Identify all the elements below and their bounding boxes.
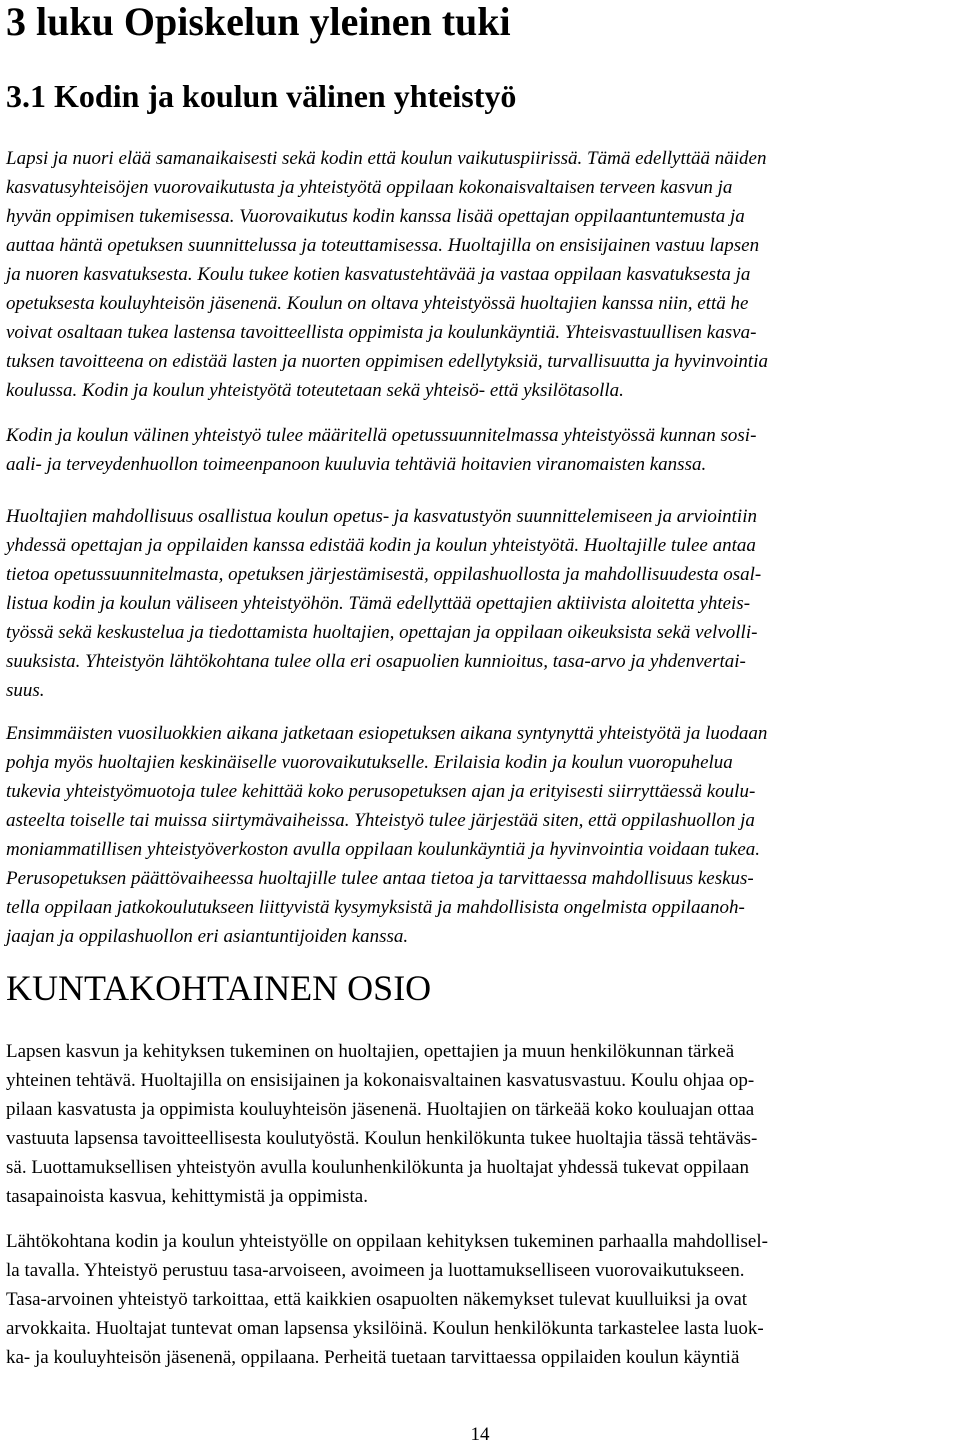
text-line: Lapsen kasvun ja kehityksen tukeminen on huoltajien, opettajien ja muun henkilökunnan tärkeä	[6, 1041, 735, 1062]
text-line: arvokkaita. Huoltajat tuntevat oman lapsensa yksilöinä. Koulun henkilökunta tarkastelee lasta luok-	[6, 1318, 764, 1339]
text-line: Huoltajien mahdollisuus osallistua koulun opetus- ja kasvatustyön suunnittelemiseen ja arviointiin	[6, 506, 757, 527]
text-line: hyvän oppimisen tukemisessa. Vuorovaikutus kodin kanssa lisää opettajan oppilaantuntemusta ja	[6, 206, 745, 227]
text-line: tasapainoista kasvua, kehittymistä ja oppimista.	[6, 1186, 368, 1207]
text-line: tukevia yhteistyömuotoja tulee kehittää koko perusopetuksen ajan ja erityisesti siirryttäessä koulu-	[6, 781, 756, 802]
chapter-title: 3 luku Opiskelun yleinen tuki	[6, 0, 511, 44]
text-line: jaajan ja oppilashuollon eri asiantuntijoiden kanssa.	[6, 926, 409, 947]
text-line: Ensimmäisten vuosiluokkien aikana jatketaan esiopetuksen aikana syntynyttä yhteistyötä ja luodaan	[6, 723, 768, 744]
text-line: yhteinen tehtävä. Huoltajilla on ensisijainen ja kokonaisvaltainen kasvatusvastuu. Koulu ohjaa op-	[6, 1070, 755, 1091]
page-number: 14	[470, 1424, 490, 1445]
text-line: asteelta toiselle tai muissa siirtymävaiheissa. Yhteistyö tulee järjestää siten, että oppilashuollon ja	[6, 810, 755, 831]
text-line: aali- ja terveydenhuollon toimeenpanoon kuuluvia tehtäviä hoitavien viranomaisten kanssa.	[6, 454, 707, 475]
paragraph	[6, 1227, 946, 1372]
text-line: vastuuta lapsensa tavoitteellisesta koulutyöstä. Koulun henkilökunta tukee huoltajia tässä tehtäväs-	[6, 1128, 758, 1149]
text-line: Lapsi ja nuori elää samanaikaisesti sekä kodin että koulun vaikutuspiirissä. Tämä edellyttää näiden	[6, 148, 767, 169]
text-line: koulussa. Kodin ja koulun yhteistyötä toteutetaan sekä yhteisö- että yksilötasolla.	[6, 380, 624, 401]
text-line: auttaa häntä opetuksen suunnittelussa ja toteuttamisessa. Huoltajilla on ensisijainen vastuu lapsen	[6, 235, 760, 256]
text-line: pohja myös huoltajien keskinäiselle vuorovaikutukselle. Erilaisia kodin ja koulun vuoropuhelua	[6, 752, 733, 773]
text-line: yhdessä opettajan ja oppilaiden kanssa edistää kodin ja koulun yhteistyötä. Huoltajille tulee antaa	[6, 535, 756, 556]
text-line: Perusopetuksen päättövaiheessa huoltajille tulee antaa tietoa ja tarvittaessa mahdollisuus keskus-	[6, 868, 754, 889]
text-line: työssä sekä keskustelua ja tiedottamista huoltajien, opettajan ja oppilaan oikeuksista sekä velvolli-	[6, 622, 758, 643]
text-line: voivat osaltaan tukea lastensa tavoitteellista oppimista ja koulunkäyntiä. Yhteisvastuullisen kasva-	[6, 322, 757, 343]
paragraph	[6, 502, 946, 705]
text-line: suus.	[6, 680, 45, 701]
text-line: listua kodin ja koulun väliseen yhteistyöhön. Tämä edellyttää opettajien aktiivista aloitetta yhteis-	[6, 593, 751, 614]
text-line: ka- ja kouluyhteisön jäsenenä, oppilaana. Perheitä tuetaan tarvittaessa oppilaiden koulun käyntiä	[6, 1347, 740, 1368]
paragraph	[6, 144, 946, 405]
text-line: opetuksesta kouluyhteisön jäsenenä. Koulun on oltava yhteistyössä huoltajien kanssa niin, että he	[6, 293, 749, 314]
text-line: Lähtökohtana kodin ja koulun yhteistyölle on oppilaan kehityksen tukeminen parhaalla mahdollisel-	[6, 1231, 768, 1252]
text-line: ja nuoren kasvatuksesta. Koulu tukee kotien kasvatustehtävää ja vastaa oppilaan kasvatuksesta ja	[6, 264, 751, 285]
text-line: tella oppilaan jatkokoulutukseen liittyvistä kysymyksistä ja mahdollisista ongelmista oppilaanoh-	[6, 897, 745, 918]
text-line: suuksista. Yhteistyön lähtökohtana tulee olla eri osapuolien kunnioitus, tasa-arvo ja yhdenvertai-	[6, 651, 746, 672]
text-line: la tavalla. Yhteistyö perustuu tasa-arvoiseen, avoimeen ja luottamukselliseen vuorovaikutukseen.	[6, 1260, 745, 1281]
text-line: Kodin ja koulun välinen yhteistyö tulee määritellä opetussuunnitelmassa yhteistyössä kunnan sosi-	[6, 425, 757, 446]
paragraph	[6, 421, 946, 479]
text-line: tietoa opetussuunnitelmasta, opetuksen järjestämisestä, oppilashuollosta ja mahdollisuudesta osal-	[6, 564, 762, 585]
text-line: sä. Luottamuksellisen yhteistyön avulla koulunhenkilökunta ja huoltajat yhdessä tukevat oppilaan	[6, 1157, 749, 1178]
paragraph	[6, 1037, 946, 1211]
paragraph	[6, 719, 946, 951]
section-title: 3.1 Kodin ja koulun välinen yhteistyö	[6, 78, 517, 114]
text-line: tuksen tavoitteena on edistää lasten ja nuorten oppimisen edellytyksiä, turvallisuutta ja hyvinvointia	[6, 351, 768, 372]
text-line: Tasa-arvoinen yhteistyö tarkoittaa, että kaikkien osapuolten näkemykset tulevat kuulluiksi ja ovat	[6, 1289, 748, 1310]
local-section-heading: KUNTAKOHTAINEN OSIO	[6, 968, 432, 1008]
text-line: kasvatusyhteisöjen vuorovaikutusta ja yhteistyötä oppilaan kokonaisvaltaisen terveen kasvun ja	[6, 177, 733, 198]
text-line: pilaan kasvatusta ja oppimista kouluyhteisön jäsenenä. Huoltajien on tärkeää koko kouluajan ottaa	[6, 1099, 755, 1120]
text-line: moniammatillisen yhteistyöverkoston avulla oppilaan koulunkäyntiä ja hyvinvointia voidaan tukea.	[6, 839, 761, 860]
